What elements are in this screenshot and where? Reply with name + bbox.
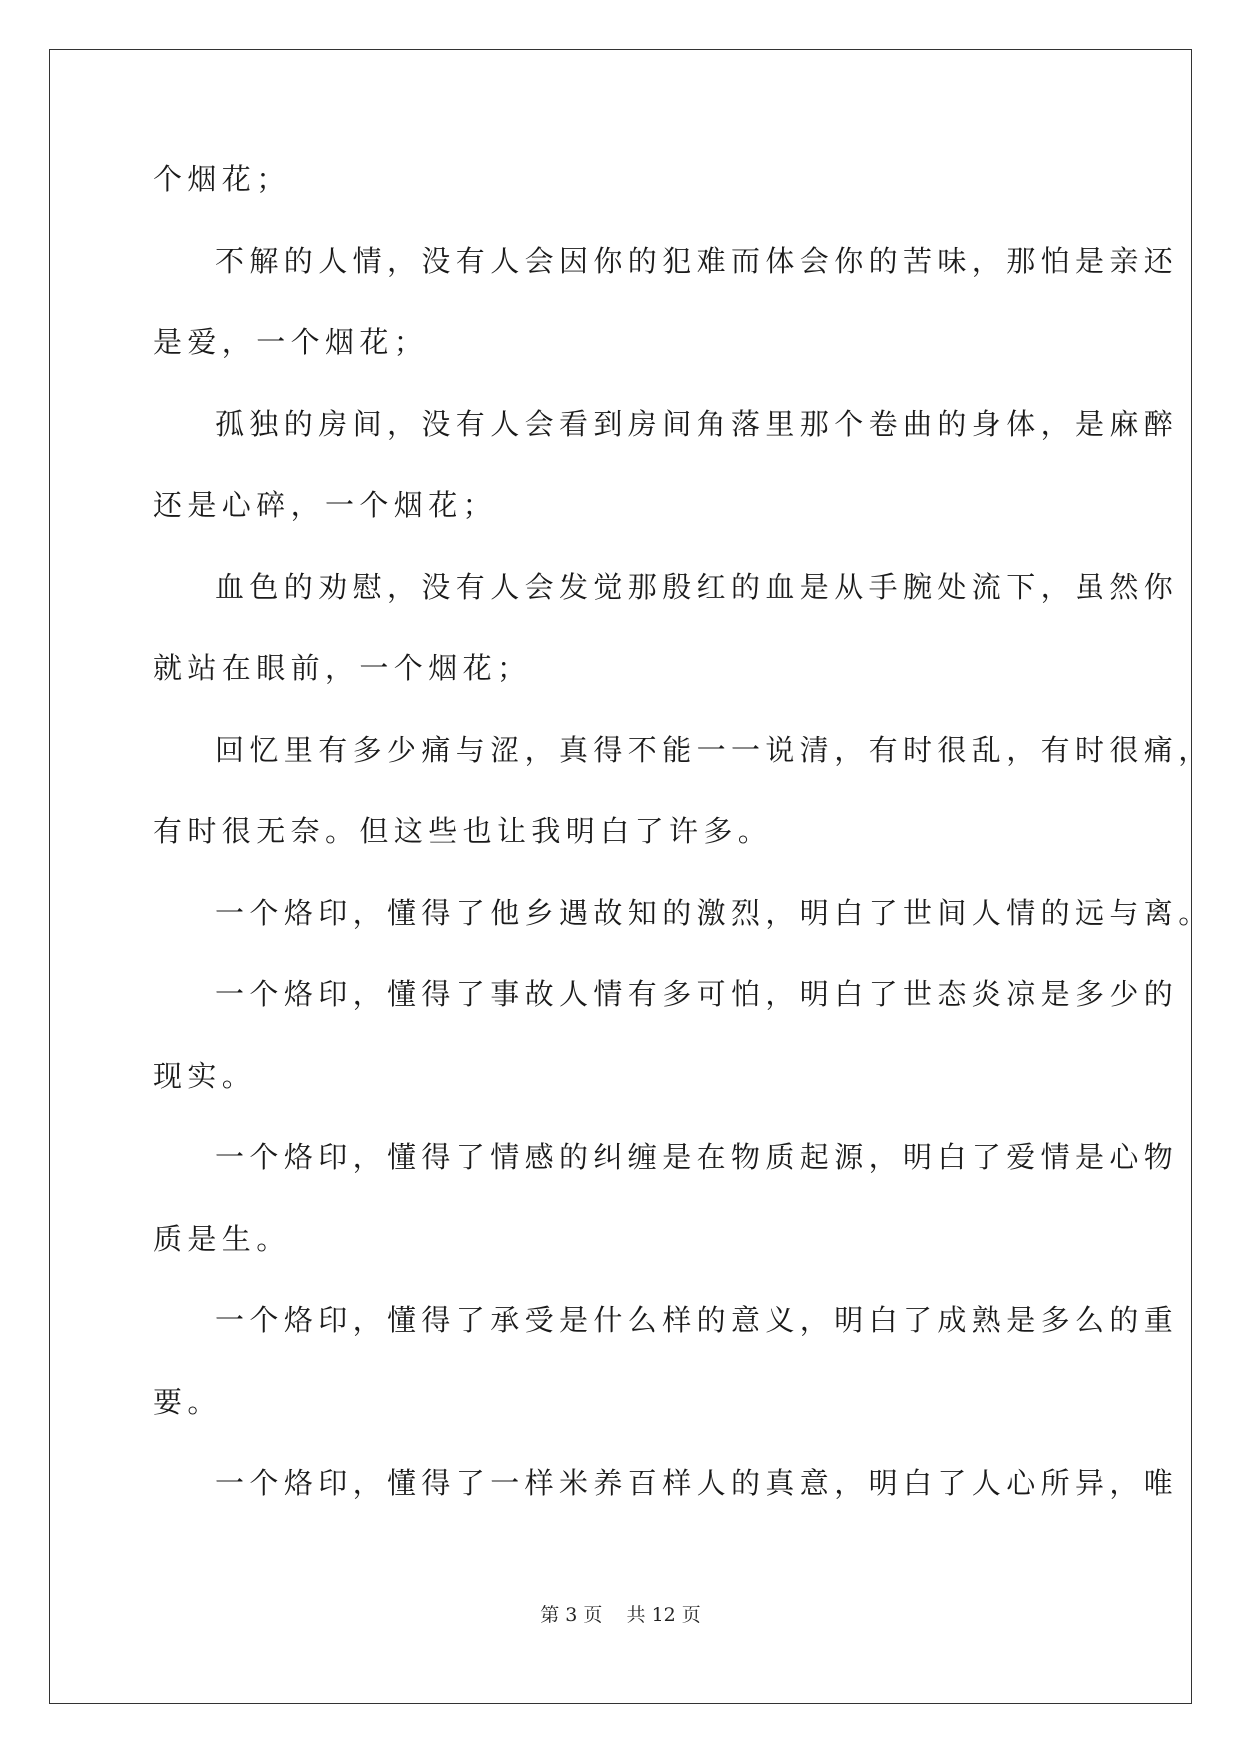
text-line: 不解的人情，没有人会因你的犯难而体会你的苦味，那怕是亲还 — [215, 243, 1179, 278]
text-line: 要。 — [153, 1384, 222, 1419]
text-line: 质是生。 — [153, 1221, 291, 1256]
text-line: 一个烙印，懂得了情感的纠缠是在物质起源，明白了爱情是心物 — [215, 1140, 1179, 1174]
text-line: 回忆里有多少痛与涩，真得不能一一说清，有时很乱，有时很痛， — [215, 732, 1213, 767]
text-line: 一个烙印，懂得了他乡遇故知的激烈，明白了世间人情的远与离。 — [215, 895, 1213, 930]
text-line: 还是心碎，一个烟花； — [153, 488, 498, 522]
text-line: 是爱，一个烟花； — [153, 325, 429, 359]
page-number-footer: 第 3 页 共 12 页 — [540, 1604, 701, 1626]
text-line: 孤独的房间，没有人会看到房间角落里那个卷曲的身体，是麻醉 — [215, 406, 1179, 441]
text-line: 血色的劝慰，没有人会发觉那殷红的血是从手腕处流下，虽然你 — [215, 569, 1179, 604]
text-line: 就站在眼前，一个烟花； — [153, 651, 532, 685]
document-body — [153, 162, 1213, 1548]
text-line: 有时很无奈。但这些也让我明白了许多。 — [153, 814, 773, 848]
text-line: 个烟花； — [153, 162, 291, 196]
text-line: 一个烙印，懂得了一样米养百样人的真意，明白了人心所异，唯 — [215, 1466, 1179, 1500]
text-line: 现实。 — [153, 1058, 257, 1093]
text-line: 一个烙印，懂得了事故人情有多可怕，明白了世态炎凉是多少的 — [215, 977, 1179, 1011]
text-line: 一个烙印，懂得了承受是什么样的意义，明白了成熟是多么的重 — [215, 1303, 1179, 1337]
